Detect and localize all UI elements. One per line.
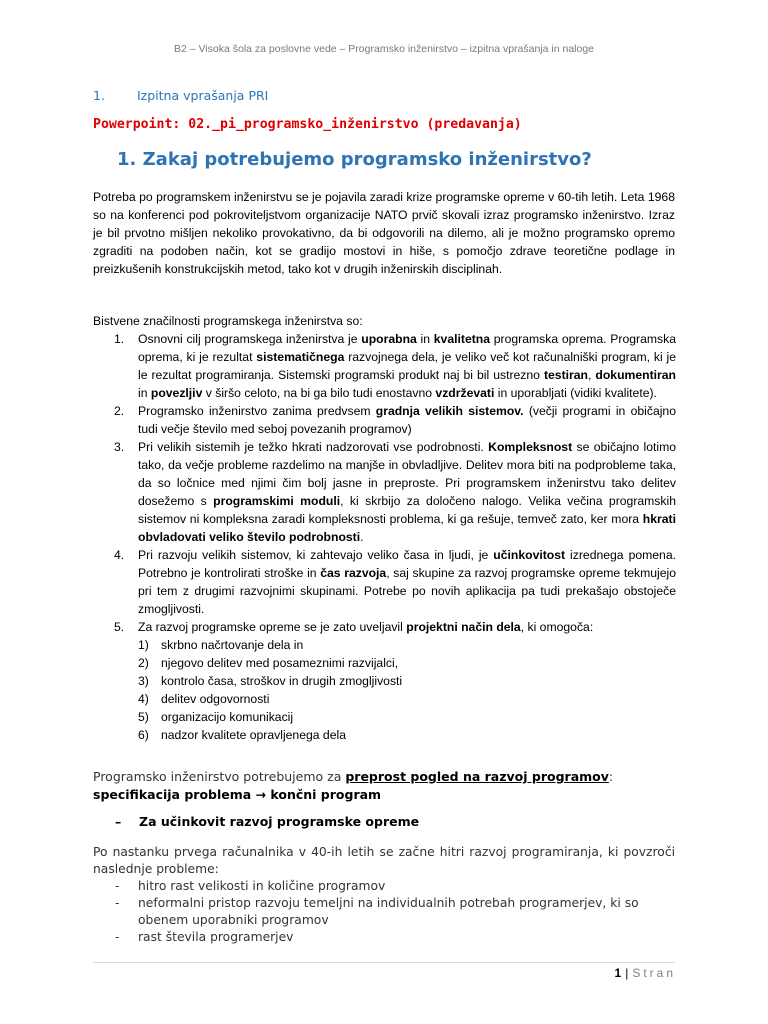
list-number: 2. [114,404,125,418]
text: in [138,386,151,400]
list-item [114,402,676,438]
text: . [360,530,364,544]
sub-list-text: organizacijo komunikacij [161,710,294,724]
powerpoint-reference: Powerpoint: 02._pi_programsko_inženirstvo (predavanja) [93,117,522,132]
text: Za razvoj programske opreme se je zato uveljavil [138,620,407,634]
sub-list-item [138,636,676,654]
list-number: 4. [114,548,125,562]
sub-list-text: njegovo delitev med posameznimi razvijalci, [161,656,399,670]
footer-separator: | [625,966,629,980]
section-number: 1. [93,88,105,103]
list-item [114,618,676,744]
list-item [93,929,675,946]
text: izrednega pomena. Potrebno je kontrolirati stroške in [138,548,676,580]
bold-text: projektni način dela [406,620,521,634]
text: Osnovni cilj programskega inženirstva je [138,332,362,346]
section-title: Izpitna vprašanja PRI [137,88,269,103]
sub-list-text: nadzor kvalitete opravljenega dela [161,728,346,742]
text: in [416,332,434,346]
sub-list-number: 2) [138,656,149,670]
bold-text: učinkovitost [493,548,566,562]
footer-label: Stran [632,966,676,980]
text: , saj skupine za razvoj programske opreme tekmujejo pri tem z drugimi razvojnimi skupinami. Potrebe po novih aplikacija pa tudi prekašajo obstoječe zmogljivosti. [138,566,676,616]
bold-text: gradnja velikih sistemov. [375,404,524,418]
intro-lead: Programsko inženirstvo potrebujemo za [93,769,346,784]
text: se običajno lotimo tako, da večje probleme razdelimo na manjše in obvladljive. Delitev mora biti na podprobleme taka, da so ločnice med njimi čim bolj jasne in preproste. Pri programskem inženirstvu tako delitev dosežemo s [138,440,676,508]
list-item [114,546,676,618]
intro-block [93,768,693,804]
sub-list-number: 3) [138,674,149,688]
text: in uporabljati (vidiki kvalitete). [494,386,657,400]
sub-list-item [138,726,676,744]
bold-text: kvalitetna [433,332,491,346]
list-item [93,895,675,929]
list-number: 3. [114,440,125,454]
sub-list-number: 5) [138,710,149,724]
question-title: 1. Zakaj potrebujemo programsko inženirstvo? [117,149,592,170]
page-header: B2 – Visoka šola za poslovne vede – Programsko inženirstvo – izpitna vprašanja in naloge [173,43,595,55]
sub-list-item [138,690,676,708]
intro-underlined: preprost pogled na razvoj programov [345,769,609,784]
text: razvojnega dela, je veliko več kot računalniški program, ki je le rezultat programiranja. Sistemski programski produkt naj bi bil ustrezno [138,350,676,382]
text: (večji programi in običajno tudi večje število med seboj povezanih programov) [138,404,676,436]
intro-tail: : [608,769,614,784]
page-number: 1 [614,966,622,980]
bold-text: vzdrževati [435,386,495,400]
list-text: neformalni pristop razvoju temeljni na individualnih potrebah programerjev, ki so obenem uporabniki programov [138,896,639,927]
main-bullet-text: Za učinkovit razvoj programske opreme [139,814,420,829]
list-number: 5. [114,620,125,634]
dash-marker: - [115,930,120,944]
bold-text: programskimi moduli [213,494,341,508]
features-list [114,330,676,744]
text: Pri velikih sistemih je težko hkrati nadzorovati vse podrobnosti. [138,440,489,454]
bold-text: uporabna [361,332,417,346]
sub-list-number: 1) [138,638,149,652]
sub-list-text: kontrolo časa, stroškov in drugih zmogljivosti [161,674,403,688]
text: , ki skrbijo za določeno nalogo. Velika večina programskih sistemov ni kompleksna zaradi kompleksnosti problema, ki ga rešuje, temveč zato, ker mora [138,494,676,526]
list-text: hitro rast velikosti in količine programov [138,879,386,893]
list-item [114,438,676,546]
bold-text: povezljiv [150,386,203,400]
features-title: Bistvene značilnosti programskega inženirstva so: [93,314,363,328]
list-item [114,330,676,402]
sub-list-item [138,654,676,672]
list-number: 1. [114,332,125,346]
sub-list-text: delitev odgovornosti [161,692,270,706]
sub-list-number: 4) [138,692,149,706]
text: , ki omogoča: [520,620,594,634]
dash-marker: – [115,814,122,829]
text: , [588,368,596,382]
footer-divider [93,962,675,963]
dash-marker: - [115,879,120,893]
text: Programsko inženirstvo zanima predvsem [138,404,376,418]
bold-text: sistematičnega [256,350,345,364]
paragraph-history: Po nastanku prvega računalnika v 40-ih letih se začne hitri razvoj programiranja, ki povzroči naslednje probleme: [93,845,675,876]
text: Pri razvoju velikih sistemov, ki zahtevajo veliko časa in ljudi, je [138,548,494,562]
sub-list [138,636,676,744]
list-item [93,878,675,895]
list-text: rast števila programerjev [138,930,294,944]
bold-text: hkrati obvladovati veliko število podrobnosti [138,512,676,544]
text: v širšo celoto, na bi ga bilo tudi enostavno [202,386,436,400]
page-footer [615,966,677,980]
bold-text: Kompleksnost [488,440,573,454]
sub-list-item [138,708,676,726]
paragraph-intro: Potreba po programskem inženirstvu se je pojavila zaradi krize programske opreme v 60-tih letih. Leta 1968 so na konferenci pod pokroviteljstvom organizacije NATO prvič skovali izraz programsko inženirstvo. Izraz je bil prvotno mišljen nekoliko provokativno, da bi odgovorili na dilemo, ali je možno programsko opremo zgraditi na podoben način, kot se gradijo mostovi in hiše, s pomočjo zdrave teoretične podlage in preizkušenih konstrukcijskih metod, tako kot v drugih inženirskih disciplinah. [93,190,675,276]
dash-marker: - [115,896,120,910]
bold-text: dokumentiran [595,368,676,382]
text: programska oprema. Programska oprema, ki je rezultat [138,332,676,364]
sub-list-item [138,672,676,690]
bold-text: čas razvoja [320,566,387,580]
sub-list-text: skrbno načrtovanje dela in [161,638,304,652]
sub-list-number: 6) [138,728,149,742]
problems-list [93,878,675,946]
bold-text: testiran [543,368,588,382]
intro-line2: specifikacija problema → končni program [93,787,382,802]
